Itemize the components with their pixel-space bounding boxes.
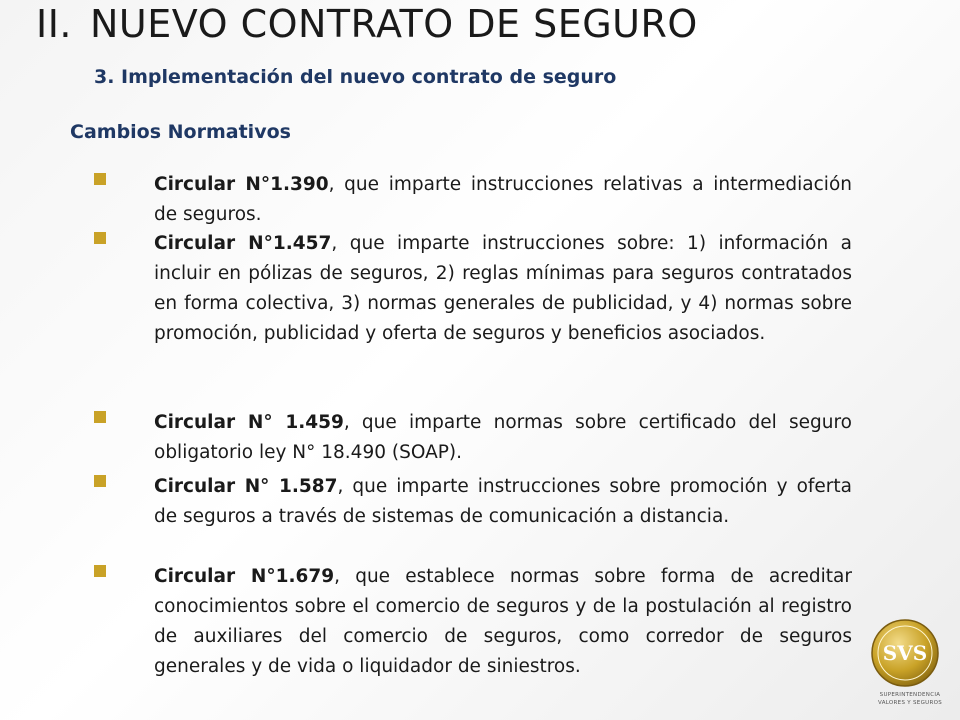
circular-description: , que imparte instrucciones sobre: 1) información a incluir en pólizas de seguros, 2) reglas mínimas para seguros contratados en forma colectiva, 3) normas generales de publicidad, y 4) normas sobre promoción, publicidad y oferta de seguros y beneficios asociados. xyxy=(154,233,852,344)
list-item xyxy=(94,229,852,349)
circular-label: Circular N° 1.459 xyxy=(154,412,344,433)
slide-title xyxy=(36,2,698,46)
svs-logo xyxy=(860,612,958,718)
list-item xyxy=(94,562,852,682)
circular-description: , que imparte instrucciones sobre promoción y oferta de seguros a través de sistemas de comunicación a distancia. xyxy=(154,476,852,527)
circular-label: Circular N°1.457 xyxy=(154,233,332,254)
logo-line-2: VALORES Y SEGUROS xyxy=(877,700,942,706)
logo-mark: SVS xyxy=(882,641,928,665)
item-text xyxy=(154,229,852,349)
list-item xyxy=(94,408,852,468)
circular-description: , que imparte instrucciones relativas a intermediación de seguros. xyxy=(154,174,852,225)
circular-label: Circular N°1.390 xyxy=(154,174,329,195)
square-bullet-icon xyxy=(94,411,106,423)
square-bullet-icon xyxy=(94,232,106,244)
item-text xyxy=(154,562,852,682)
item-text xyxy=(154,170,852,230)
square-bullet-icon xyxy=(94,173,106,185)
svs-seal-icon xyxy=(870,618,940,688)
circular-label: Circular N°1.679 xyxy=(154,566,335,587)
square-bullet-icon xyxy=(94,475,106,487)
item-text xyxy=(154,472,852,532)
square-bullet-icon xyxy=(94,565,106,577)
title-text: NUEVO CONTRATO DE SEGURO xyxy=(90,2,698,46)
section-heading: Cambios Normativos xyxy=(70,121,291,143)
slide-subtitle: 3. Implementación del nuevo contrato de seguro xyxy=(94,66,617,88)
item-text xyxy=(154,408,852,468)
title-number: II. xyxy=(36,2,72,46)
circular-description: , que establece normas sobre forma de acreditar conocimientos sobre el comercio de seguros y de la postulación al registro de auxiliares del comercio de seguros, como corredor de seguros generales y de vida o liquidador de siniestros. xyxy=(154,566,852,677)
list-item xyxy=(94,170,852,230)
circular-description: , que imparte normas sobre certificado del seguro obligatorio ley N° 18.490 (SOAP). xyxy=(154,412,852,463)
circular-label: Circular N° 1.587 xyxy=(154,476,338,497)
list-item xyxy=(94,472,852,532)
logo-line-1: SUPERINTENDENCIA xyxy=(879,692,941,698)
